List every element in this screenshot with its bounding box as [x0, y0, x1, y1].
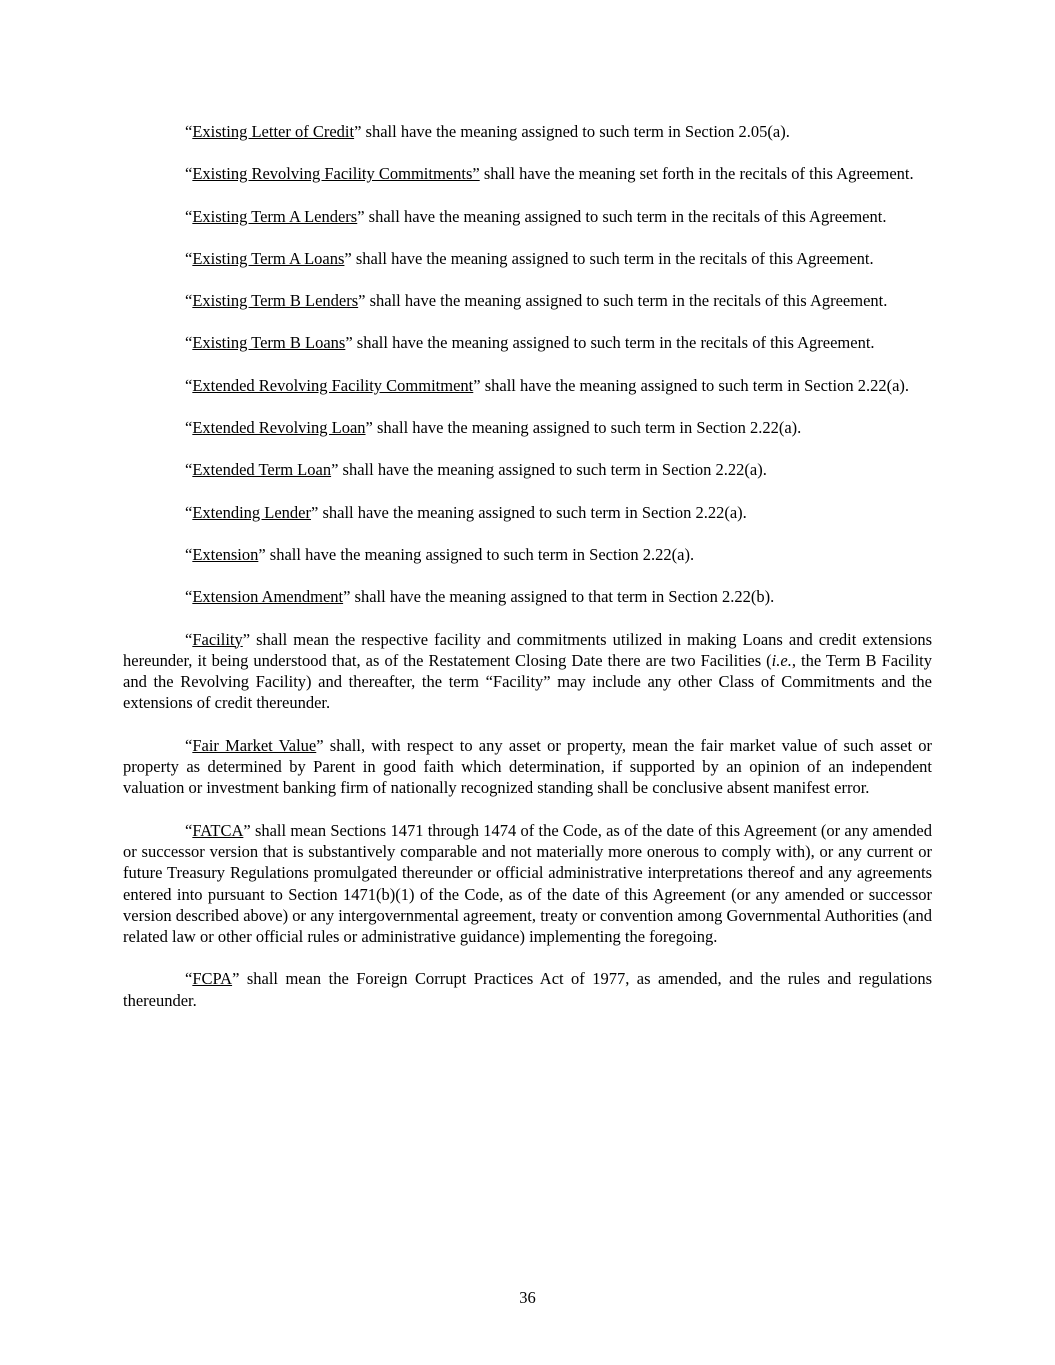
body-text: ” shall mean the Foreign Corrupt Practices Act of 1977, as amended, and the rules and regulations thereunder.: [123, 969, 932, 1010]
body-text: ” shall have the meaning assigned to such term in the recitals of this Agreement.: [344, 248, 874, 268]
definition-paragraph: [123, 375, 932, 396]
defined-term: Extended Term Loan: [192, 460, 332, 480]
definition-paragraph: [123, 206, 932, 227]
definition-paragraph: [123, 459, 932, 480]
defined-term: Extension: [192, 544, 259, 564]
defined-term: FCPA: [192, 969, 233, 989]
body-text: “: [185, 418, 193, 438]
body-text: ” shall have the meaning assigned to such term in Section 2.22(a).: [258, 544, 695, 564]
definition-paragraph: [123, 586, 932, 607]
body-text: “: [185, 969, 193, 989]
defined-term: Extending Lender: [192, 502, 311, 522]
italic-text: i.e.: [771, 650, 792, 670]
body-text: , the Term B Facility and the Revolving Facility) and thereafter, the term “Facility” may include any other Class of Commitments and the extensions of credit thereunder.: [123, 650, 932, 713]
definition-paragraph: [123, 629, 932, 714]
definition-paragraph: [123, 502, 932, 523]
definition-paragraph: [123, 820, 932, 948]
definition-paragraph: [123, 544, 932, 565]
body-text: ” shall have the meaning assigned to such term in Section 2.22(a).: [311, 502, 747, 522]
body-text: “: [185, 820, 193, 840]
body-text: “: [185, 333, 193, 353]
defined-term: Existing Term A Lenders: [192, 206, 358, 226]
body-text: ” shall have the meaning assigned to such term in Section 2.22(a).: [365, 418, 802, 438]
body-text: ” shall have the meaning assigned to such term in the recitals of this Agreement.: [345, 333, 875, 353]
definition-paragraph: [123, 417, 932, 438]
defined-term: Facility: [192, 629, 243, 649]
document-body: [123, 121, 932, 1011]
body-text: ” shall have the meaning assigned to such term in Section 2.05(a).: [354, 122, 790, 141]
body-text: “: [185, 291, 193, 311]
body-text: “: [185, 460, 193, 480]
body-text: “: [185, 375, 193, 395]
definition-paragraph: [123, 121, 932, 142]
definition-paragraph: [123, 290, 932, 311]
defined-term: Extension Amendment: [192, 587, 344, 607]
body-text: “: [185, 502, 193, 522]
definition-paragraph: [123, 735, 932, 799]
body-text: “: [185, 122, 193, 141]
defined-term: Extended Revolving Loan: [192, 418, 366, 438]
body-text: ” shall mean the respective facility and commitments utilized in making Loans and credit extensions hereunder, it being understood that, as of the Restatement Closing Date there are two Facilities (: [123, 629, 932, 670]
defined-term: Existing Revolving Facility Commitments”: [192, 164, 480, 184]
body-text: “: [185, 248, 193, 268]
body-text: “: [185, 735, 193, 755]
defined-term: Existing Letter of Credit: [192, 122, 355, 141]
definition-paragraph: [123, 163, 932, 184]
defined-term: Fair Market Value: [192, 735, 317, 755]
page-number: 36: [519, 1288, 536, 1307]
body-text: ” shall have the meaning assigned to such term in Section 2.22(a).: [331, 460, 767, 480]
body-text: “: [185, 544, 193, 564]
body-text: “: [185, 629, 193, 649]
body-text: ” shall have the meaning assigned to such term in the recitals of this Agreement.: [357, 206, 887, 226]
definition-paragraph: [123, 248, 932, 269]
defined-term: Extended Revolving Facility Commitment: [192, 375, 474, 395]
body-text: shall have the meaning set forth in the recitals of this Agreement.: [479, 164, 914, 184]
defined-term: Existing Term B Loans: [192, 333, 346, 353]
body-text: “: [185, 587, 193, 607]
body-text: “: [185, 206, 193, 226]
body-text: “: [185, 164, 193, 184]
definition-paragraph: [123, 968, 932, 1011]
body-text: ” shall, with respect to any asset or property, mean the fair market value of such asset or property as determined by Parent in good faith which determination, if supported by an opinion of an independent valuation or investment banking firm of nationally recognized standing shall be conclusive absent manifest error.: [123, 735, 933, 798]
definition-paragraph: [123, 332, 932, 353]
body-text: ” shall mean Sections 1471 through 1474 of the Code, as of the date of this Agreement (or any amended or successor version that is substantively comparable and not materially more onerous to comply with), or any current or future Treasury Regulations promulgated thereunder or official administrative interpretations thereof and any agreements entered into pursuant to Section 1471(b)(1) of the Code, as of the date of this Agreement (or any amended or successor version described above) or any intergovernmental agreement, treaty or convention among Governmental Authorities (and related law or other official rules or administrative guidance) implementing the foregoing.: [123, 820, 932, 947]
body-text: ” shall have the meaning assigned to such term in the recitals of this Agreement.: [358, 291, 888, 311]
body-text: ” shall have the meaning assigned to that term in Section 2.22(b).: [343, 587, 775, 607]
body-text: ” shall have the meaning assigned to such term in Section 2.22(a).: [473, 375, 910, 395]
defined-term: FATCA: [192, 820, 244, 840]
defined-term: Existing Term A Loans: [192, 248, 345, 268]
defined-term: Existing Term B Lenders: [192, 291, 359, 311]
